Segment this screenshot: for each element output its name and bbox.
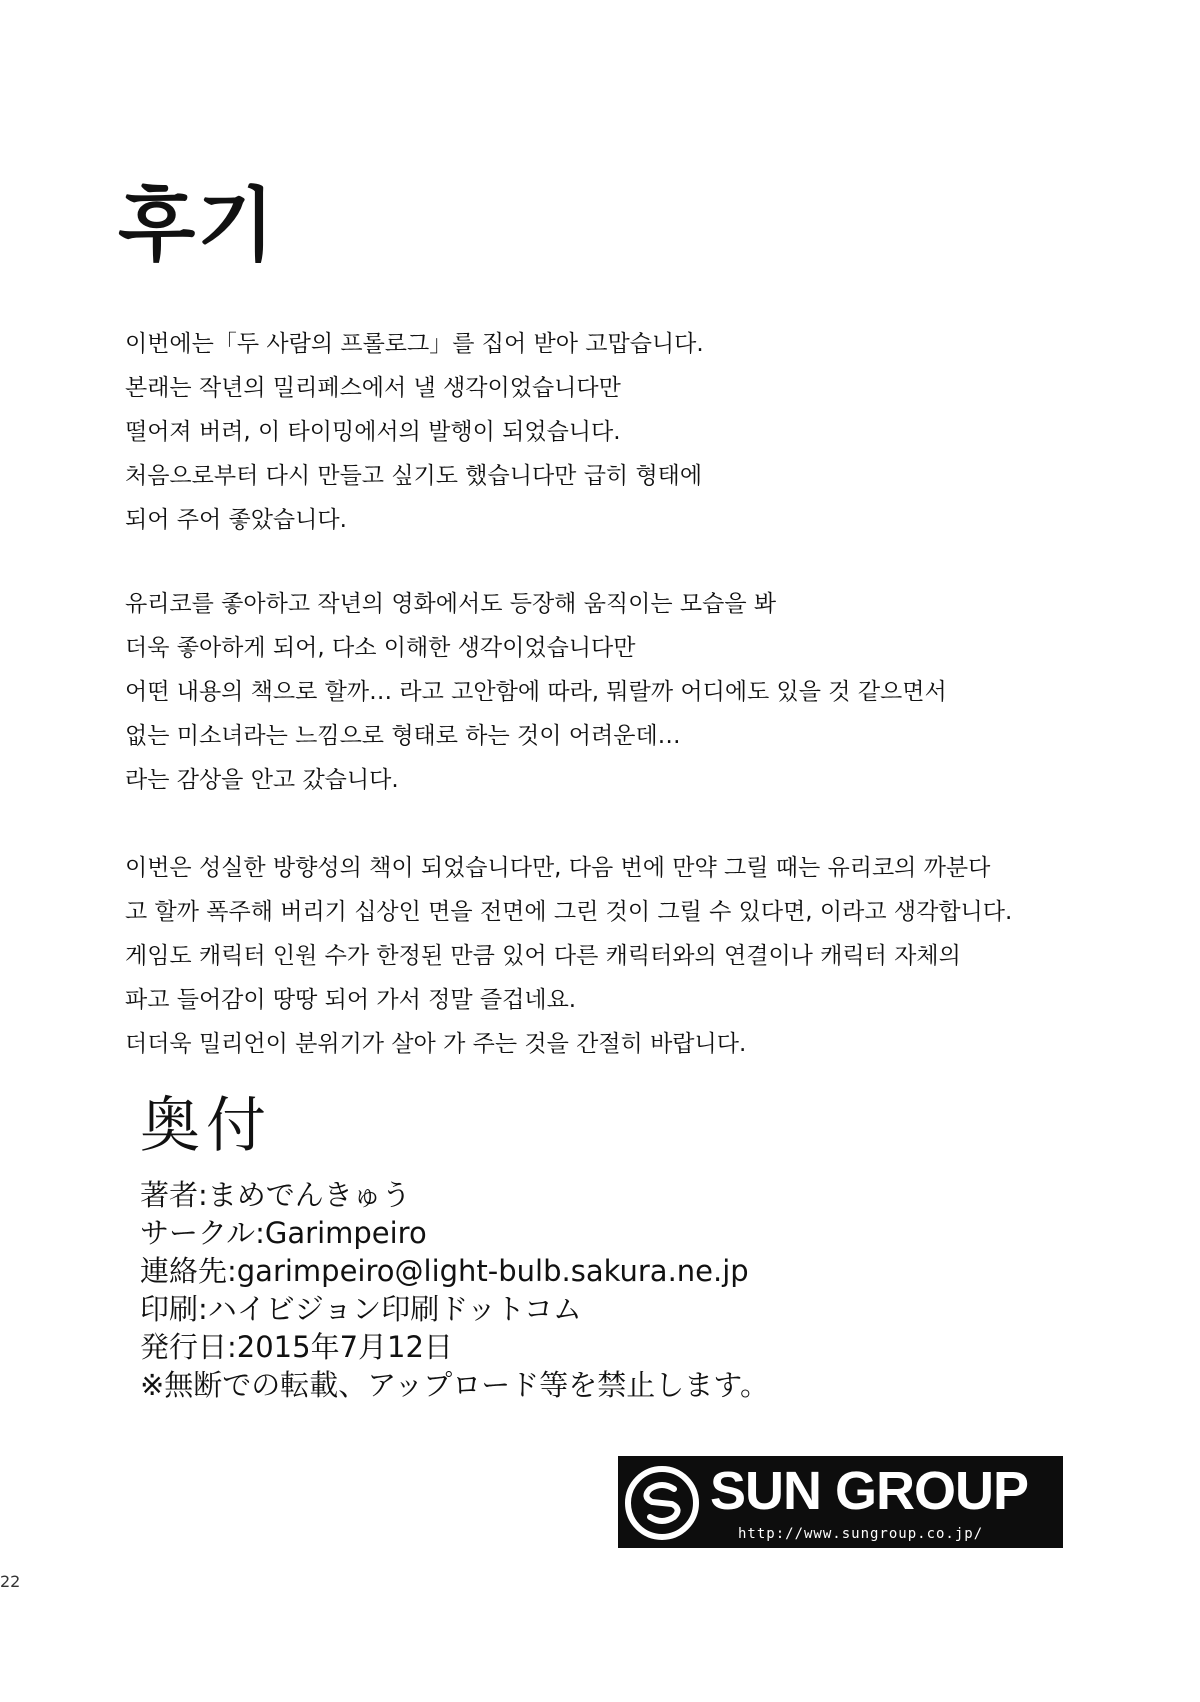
text-line: 처음으로부터 다시 만들고 싶기도 했습니다만 급히 형태에 <box>125 463 703 489</box>
logo-name: SUN GROUP <box>710 1461 1029 1521</box>
text-line: 되어 주어 좋았습니다. <box>125 507 347 533</box>
page-number: 22 <box>0 1572 21 1591</box>
afterword-paragraph-2 <box>125 582 947 802</box>
text-line: 더더욱 밀리언이 분위기가 살아 가 주는 것을 간절히 바랍니다. <box>125 1031 747 1057</box>
colophon-notice: ※無断での転載、アップロード等を禁止します。 <box>140 1368 769 1402</box>
colophon-contact: 連絡先:garimpeiro@light-bulb.sakura.ne.jp <box>140 1254 749 1288</box>
afterword-paragraph-3 <box>125 846 1012 1066</box>
colophon <box>140 1091 769 1404</box>
colophon-circle: サークル:Garimpeiro <box>140 1216 427 1250</box>
afterword-title: 후기 <box>118 179 277 272</box>
text-line: 더욱 좋아하게 되어, 다소 이해한 생각이었습니다만 <box>125 635 636 661</box>
text-line: 라는 감상을 안고 갔습니다. <box>125 767 399 793</box>
text-line: 고 할까 폭주해 버리기 십상인 면을 전면에 그린 것이 그릴 수 있다면, 이라고 생각합니다. <box>125 899 1013 925</box>
text-line: 이번은 성실한 방향성의 책이 되었습니다만, 다음 번에 만약 그릴 때는 유리코의 까분다 <box>125 855 991 881</box>
text-line: 본래는 작년의 밀리페스에서 낼 생각이었습니다만 <box>125 375 621 401</box>
text-line: 없는 미소녀라는 느낌으로 형태로 하는 것이 어려운데… <box>125 723 681 749</box>
colophon-issue-date: 発行日:2015年7月12日 <box>140 1330 453 1364</box>
text-line: 떨어져 버려, 이 타이밍에서의 발행이 되었습니다. <box>125 419 621 445</box>
text-line: 게임도 캐릭터 인원 수가 한정된 만큼 있어 다른 캐릭터와의 연결이나 캐릭터 자체의 <box>125 943 961 969</box>
colophon-author: 著者:まめでんきゅう <box>140 1178 411 1212</box>
sun-group-logo <box>618 1456 1063 1548</box>
colophon-printer: 印刷:ハイビジョン印刷ドットコム <box>140 1292 582 1326</box>
text-line: 이번에는「두 사람의 프롤로그」를 집어 받아 고맙습니다. <box>125 331 704 357</box>
logo-url: http://www.sungroup.co.jp/ <box>738 1526 984 1542</box>
afterword-paragraph-1 <box>125 322 704 542</box>
text-line: 유리코를 좋아하고 작년의 영화에서도 등장해 움직이는 모습을 봐 <box>125 591 777 617</box>
sun-group-mark-icon <box>622 1464 702 1542</box>
text-line: 파고 들어감이 땅땅 되어 가서 정말 즐겁네요. <box>125 987 577 1013</box>
colophon-title: 奥付 <box>140 1091 272 1161</box>
text-line: 어떤 내용의 책으로 할까… 라고 고안함에 따라, 뭐랄까 어디에도 있을 것 같으면서 <box>125 679 947 705</box>
